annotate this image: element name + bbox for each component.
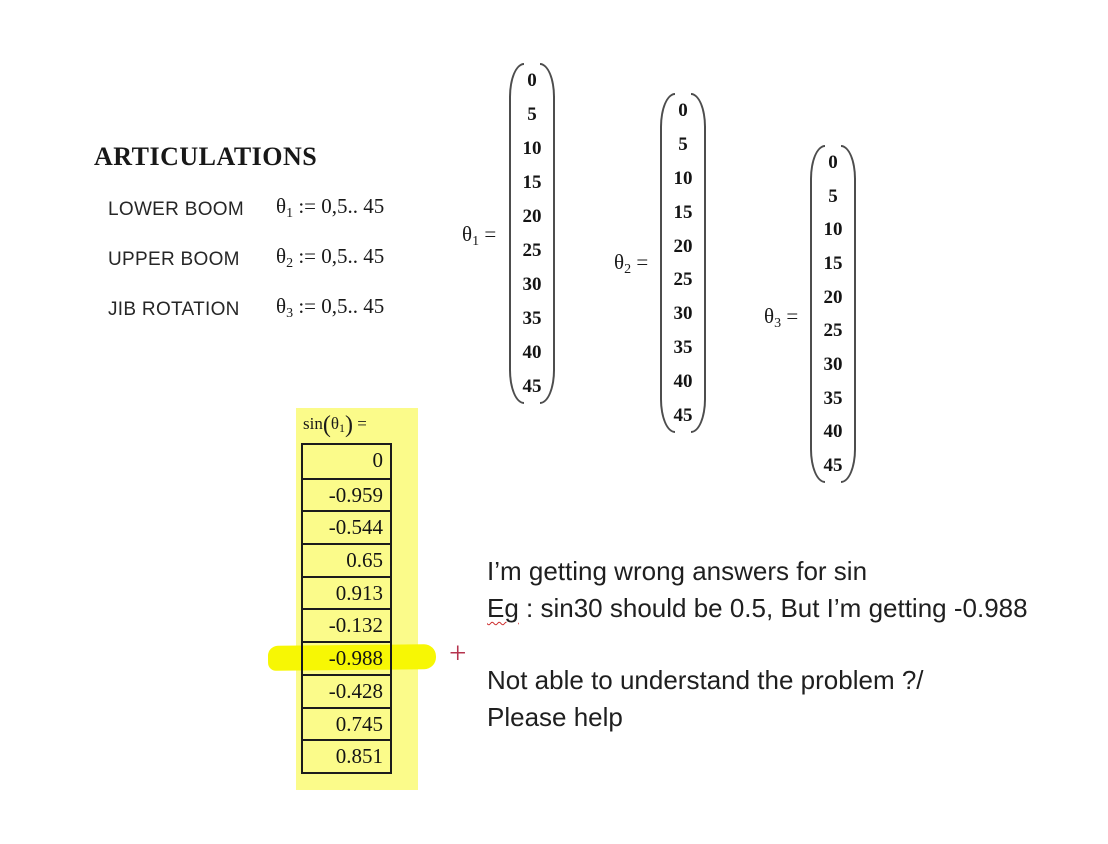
- range-expression: := 0,5.. 45: [298, 194, 385, 218]
- close-paren: ): [345, 412, 353, 438]
- sin-table-row: 0.851: [303, 739, 390, 772]
- vector-value: 0: [527, 70, 537, 91]
- vector-value: 35: [823, 387, 843, 409]
- vector-value: 45: [823, 454, 843, 476]
- vector-value: 45: [522, 376, 542, 397]
- theta2-vector[interactable]: [660, 93, 706, 433]
- vector-value: 20: [522, 206, 542, 227]
- sin-theta1-expression[interactable]: $\sin(\theta_1)$ =: [303, 412, 367, 438]
- theta1-range-definition[interactable]: [276, 194, 384, 222]
- sin-table-row: -0.428: [303, 674, 390, 707]
- range-expression: := 0,5.. 45: [298, 294, 385, 318]
- theta-subscript: 2: [286, 256, 294, 271]
- vector-value: 30: [522, 274, 542, 295]
- vector-value: 15: [673, 201, 693, 223]
- vector-value: 10: [673, 167, 693, 189]
- vector-value: 40: [522, 342, 542, 363]
- vector-value: 25: [673, 269, 693, 291]
- help-note: [487, 553, 1028, 736]
- theta-subscript: 3: [286, 306, 294, 321]
- vector-value: 25: [823, 320, 843, 342]
- note-line-2: Eg : sin30 should be 0.5, But I’m getting -0.988: [487, 593, 1028, 623]
- theta1-vector-label: $\theta_1$ =: [462, 222, 497, 249]
- vector-value: 40: [823, 421, 843, 443]
- sin-table-row-highlighted: -0.988: [303, 641, 390, 674]
- sin-table-row: 0.745: [303, 707, 390, 740]
- vector-value: 25: [522, 240, 542, 261]
- vector-value: 5: [828, 185, 838, 207]
- theta1-vector[interactable]: [509, 63, 555, 404]
- theta3-vector[interactable]: [810, 145, 856, 483]
- vector-value: 35: [673, 337, 693, 359]
- note-line-4: Please help: [487, 702, 623, 732]
- vector-value: 10: [823, 219, 843, 241]
- range-expression: := 0,5.. 45: [298, 244, 385, 268]
- vector-value: 0: [678, 100, 688, 121]
- vector-value: 15: [823, 252, 843, 274]
- theta3-range-definition[interactable]: [276, 294, 384, 322]
- theta-symbol: θ: [276, 244, 287, 268]
- misspelled-word: Eg: [487, 593, 519, 623]
- vector-value: 30: [823, 353, 843, 375]
- vector-value: 10: [522, 138, 542, 159]
- note-line-1: I’m getting wrong answers for sin: [487, 556, 868, 586]
- vector-value: 5: [678, 133, 688, 155]
- articulations-title: ARTICULATIONS: [94, 142, 318, 171]
- sin-results-table[interactable]: [301, 443, 392, 774]
- theta-subscript: 1: [286, 206, 294, 221]
- open-paren: (: [322, 412, 331, 438]
- vector-value: 20: [673, 235, 693, 257]
- sin-table-row: -0.132: [303, 608, 390, 641]
- vector-value: 45: [673, 404, 693, 426]
- theta2-vector-label: $\theta_2$ =: [614, 250, 649, 277]
- lower-boom-label: LOWER BOOM: [108, 199, 245, 220]
- note-line-3: Not able to understand the problem ?/: [487, 665, 924, 695]
- theta2-range-definition[interactable]: [276, 244, 384, 272]
- vector-value: 40: [673, 371, 693, 392]
- vector-value: 15: [522, 172, 542, 193]
- vector-value: 30: [673, 303, 693, 325]
- sin-table-row: 0.65: [303, 543, 390, 576]
- jib-rotation-label: JIB ROTATION: [108, 299, 240, 320]
- sin-table-row: 0: [372, 448, 383, 472]
- vector-value: 5: [527, 104, 537, 125]
- vector-value: 35: [522, 308, 542, 329]
- crosshair-cursor-icon: +: [449, 635, 467, 670]
- theta-symbol: θ: [276, 294, 287, 318]
- sin-table-row: -0.959: [303, 478, 390, 511]
- theta3-vector-label: $\theta_3$ =: [764, 304, 799, 331]
- vector-value: 0: [828, 152, 838, 173]
- theta-symbol: θ: [276, 194, 287, 218]
- vector-value: 20: [823, 286, 843, 308]
- upper-boom-label: UPPER BOOM: [108, 249, 240, 270]
- sin-table-row: -0.544: [303, 510, 390, 543]
- sin-table-row: 0.913: [303, 576, 390, 609]
